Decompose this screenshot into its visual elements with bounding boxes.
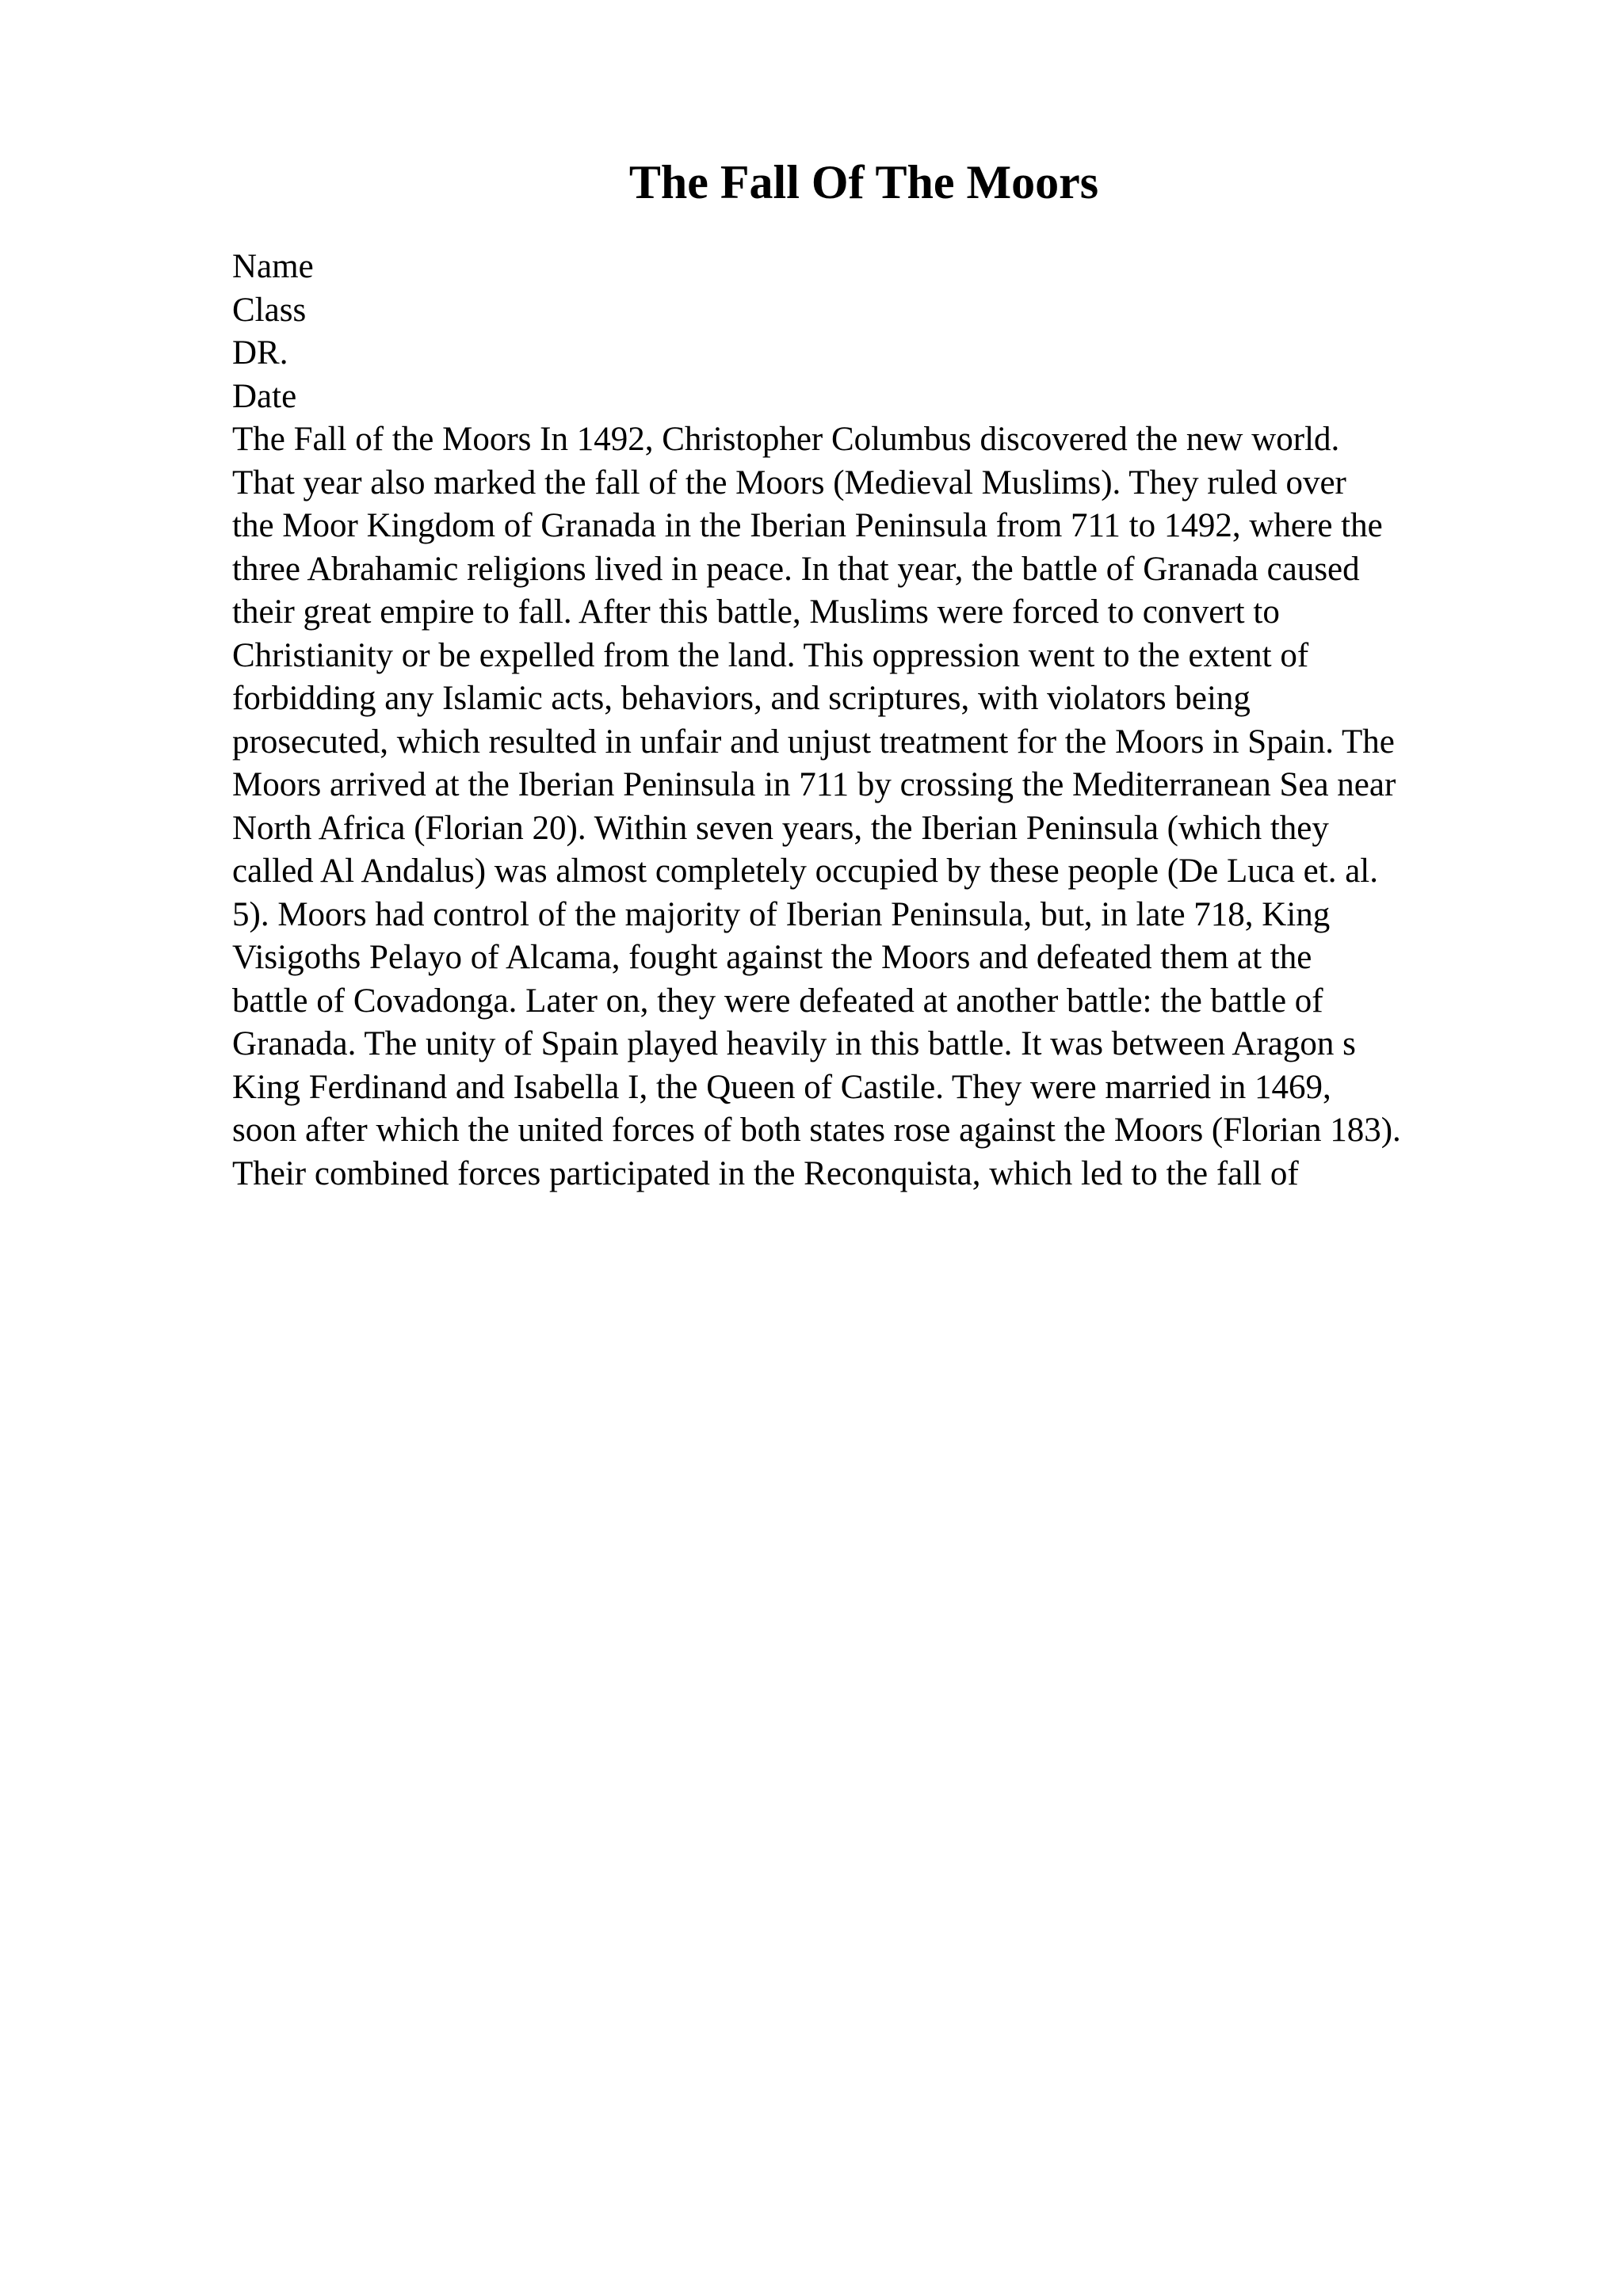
paragraph-line: North Africa (Florian 20). Within seven years, the Iberian Peninsula (which they [232,809,1329,847]
paragraph-line: Granada. The unity of Spain played heavily in this battle. It was between Aragon s [232,1025,1356,1062]
paragraph-line: Their combined forces participated in the Reconquista, which led to the fall of [232,1154,1299,1192]
paragraph-line: Christianity or be expelled from the land. This oppression went to the extent of [232,636,1309,674]
paragraph-line: 5). Moors had control of the majority of Iberian Peninsula, but, in late 718, King [232,895,1331,933]
paragraph-line: three Abrahamic religions lived in peace. In that year, the battle of Granada caused [232,550,1360,588]
paragraph-line: Visigoths Pelayo of Alcama, fought against the Moors and defeated them at the [232,939,1312,976]
name-field: Name [232,248,314,285]
paragraph-line: the Moor Kingdom of Granada in the Iberian Peninsula from 711 to 1492, where the [232,507,1383,544]
paragraph-line: called Al Andalus) was almost completely occupied by these people (De Luca et. al. [232,852,1379,890]
instructor-field: DR. [232,334,288,372]
paragraph-line: forbidding any Islamic acts, behaviors, and scriptures, with violators being [232,680,1251,717]
paragraph-line: their great empire to fall. After this battle, Muslims were forced to convert to [232,593,1280,631]
paragraph-line: soon after which the united forces of both states rose against the Moors (Florian 183). [232,1112,1401,1149]
class-field: Class [232,291,307,329]
paragraph-line: That year also marked the fall of the Moors (Medieval Muslims). They ruled over [232,463,1346,502]
document-title: The Fall Of The Moors [628,156,1099,208]
date-field: Date [232,377,297,415]
document-body [232,246,1579,1196]
paragraph-line: prosecuted, which resulted in unfair and unjust treatment for the Moors in Spain. The [232,723,1395,761]
paragraph-line: King Ferdinand and Isabella I, the Queen of Castile. They were married in 1469, [232,1068,1331,1106]
paragraph-line: The Fall of the Moors In 1492, Christopher Columbus discovered the new world. [232,421,1340,458]
paragraph-line: Moors arrived at the Iberian Peninsula in 711 by crossing the Mediterranean Sea near [232,766,1396,803]
paragraph-line: battle of Covadonga. Later on, they were defeated at another battle: the battle of [232,982,1323,1020]
